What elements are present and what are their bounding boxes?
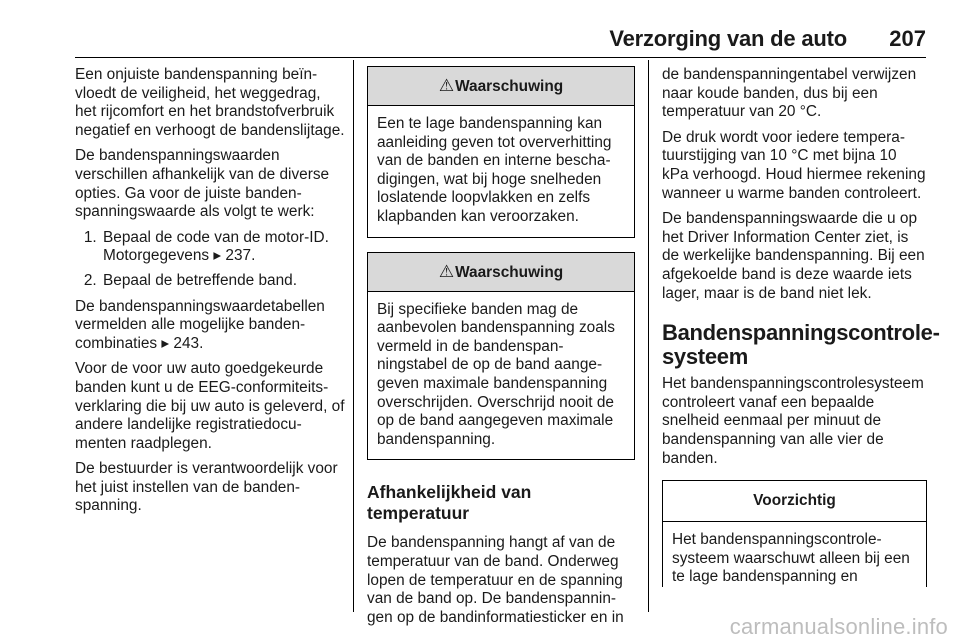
section-subheading: Afhankelijkheid van temperatuur xyxy=(367,482,532,524)
steps-list xyxy=(75,229,345,291)
header-rule xyxy=(75,57,926,58)
caution-heading: Voorzichtig xyxy=(663,481,926,522)
page-ref-icon: ▸ xyxy=(161,334,170,352)
page-header xyxy=(0,0,960,56)
column-2 xyxy=(367,66,635,634)
step-text: Bepaal de code van de motor-ID. Motorgegevens xyxy=(103,228,329,265)
column-divider-2 xyxy=(648,60,649,612)
section-heading: Bandenspanningscontrolesysteem xyxy=(662,320,940,370)
page-title: Verzorging van de auto xyxy=(609,26,847,51)
caution-body: Het bandenspanningscontrolesysteem waarschuwt alleen bij een te lage bandenspanning en xyxy=(672,531,910,586)
watermark: carmanualsonline.info xyxy=(729,614,948,639)
page-ref-icon: ▸ xyxy=(213,247,222,265)
warning-triangle-icon: ⚠ xyxy=(438,76,455,95)
paragraph: De bandenspanningswaarde die u op het Driver Information Center ziet, is de werkelijke bandenspanning. Bij een afgekoelde band is deze waarde iets lager, maar is de band niet lek. xyxy=(662,210,925,302)
paragraph: Voor de voor uw auto goedgekeurde banden kunt u de EEG-conformiteitsverklaring die bij uw auto is geleverd, of andere landelijke registratiedocumenten raadplegen. xyxy=(75,360,345,452)
warning-box xyxy=(367,66,635,238)
paragraph: Het bandenspanningscontrolesysteem controleert vanaf een bepaalde snelheid eenmaal per minuut de bandenspanning van alle vier de banden. xyxy=(662,375,924,467)
warning-heading xyxy=(368,253,634,292)
list-item xyxy=(101,229,345,266)
warning-box xyxy=(367,252,635,461)
paragraph: De bandenspanningswaarden verschillen afhankelijk van de diverse opties. Ga voor de juiste bandenspanningswaarde als volgt te werk: xyxy=(75,147,330,221)
paragraph: De druk wordt voor iedere temperatuurstijging van 10 °C met bijna 10 kPa verhoogd. Houd hiermee rekening wanneer u warme banden controleert. xyxy=(662,128,926,202)
caution-box xyxy=(662,480,927,587)
warning-body: Een te lage bandenspanning kan aanleiding geven tot oververhitting van de banden en interne beschadigingen, wat bij hoge snelheden loslatende loopvlakken en zelfs klapbanden kan veroorzaken. xyxy=(377,115,612,225)
warning-body: Bij specifieke banden mag de aanbevolen bandenspanning zoals vermeld in de bandenspanningstabel de op de band aangegeven maximale bandenspanning overschrijden. Overschrijd nooit de op de band aangegeven maximale bandenspanning. xyxy=(377,300,615,448)
paragraph: De bestuurder is verantwoordelijk voor het juist instellen van de bandenspanning. xyxy=(75,460,338,515)
column-divider-1 xyxy=(353,60,354,612)
warning-heading-text: Waarschuwing xyxy=(455,78,564,95)
paragraph: Een onjuiste bandenspanning beïnvloedt de veiligheid, het weggedrag, het rijcomfort en het brandstofverbruik negatief en verhoogt de bandenslijtage. xyxy=(75,66,345,139)
column-1 xyxy=(75,66,345,523)
paragraph-text: De bandenspanningswaardetabellen vermelden alle mogelijke bandencombinaties xyxy=(75,297,325,352)
column-3 xyxy=(662,66,940,587)
paragraph: De bandenspanning hangt af van de temperatuur van de band. Onderweg lopen de temperatuur en de spanning van de band op. De bandenspanningen op de bandinformatiesticker en in xyxy=(367,534,624,626)
page-number: 207 xyxy=(889,26,926,51)
page-ref-link[interactable]: 243. xyxy=(173,334,204,352)
warning-heading-text: Waarschuwing xyxy=(455,263,564,281)
page-ref-link[interactable]: 237. xyxy=(225,247,256,265)
list-item xyxy=(101,272,345,291)
step-text: Bepaal de betreffende band. xyxy=(103,271,297,289)
warning-triangle-icon: ⚠ xyxy=(438,261,455,281)
warning-heading xyxy=(368,67,634,106)
paragraph: de bandenspanningentabel verwijzen naar koude banden, dus bij een temperatuur van 20 °C. xyxy=(662,66,917,121)
paragraph xyxy=(75,298,345,354)
